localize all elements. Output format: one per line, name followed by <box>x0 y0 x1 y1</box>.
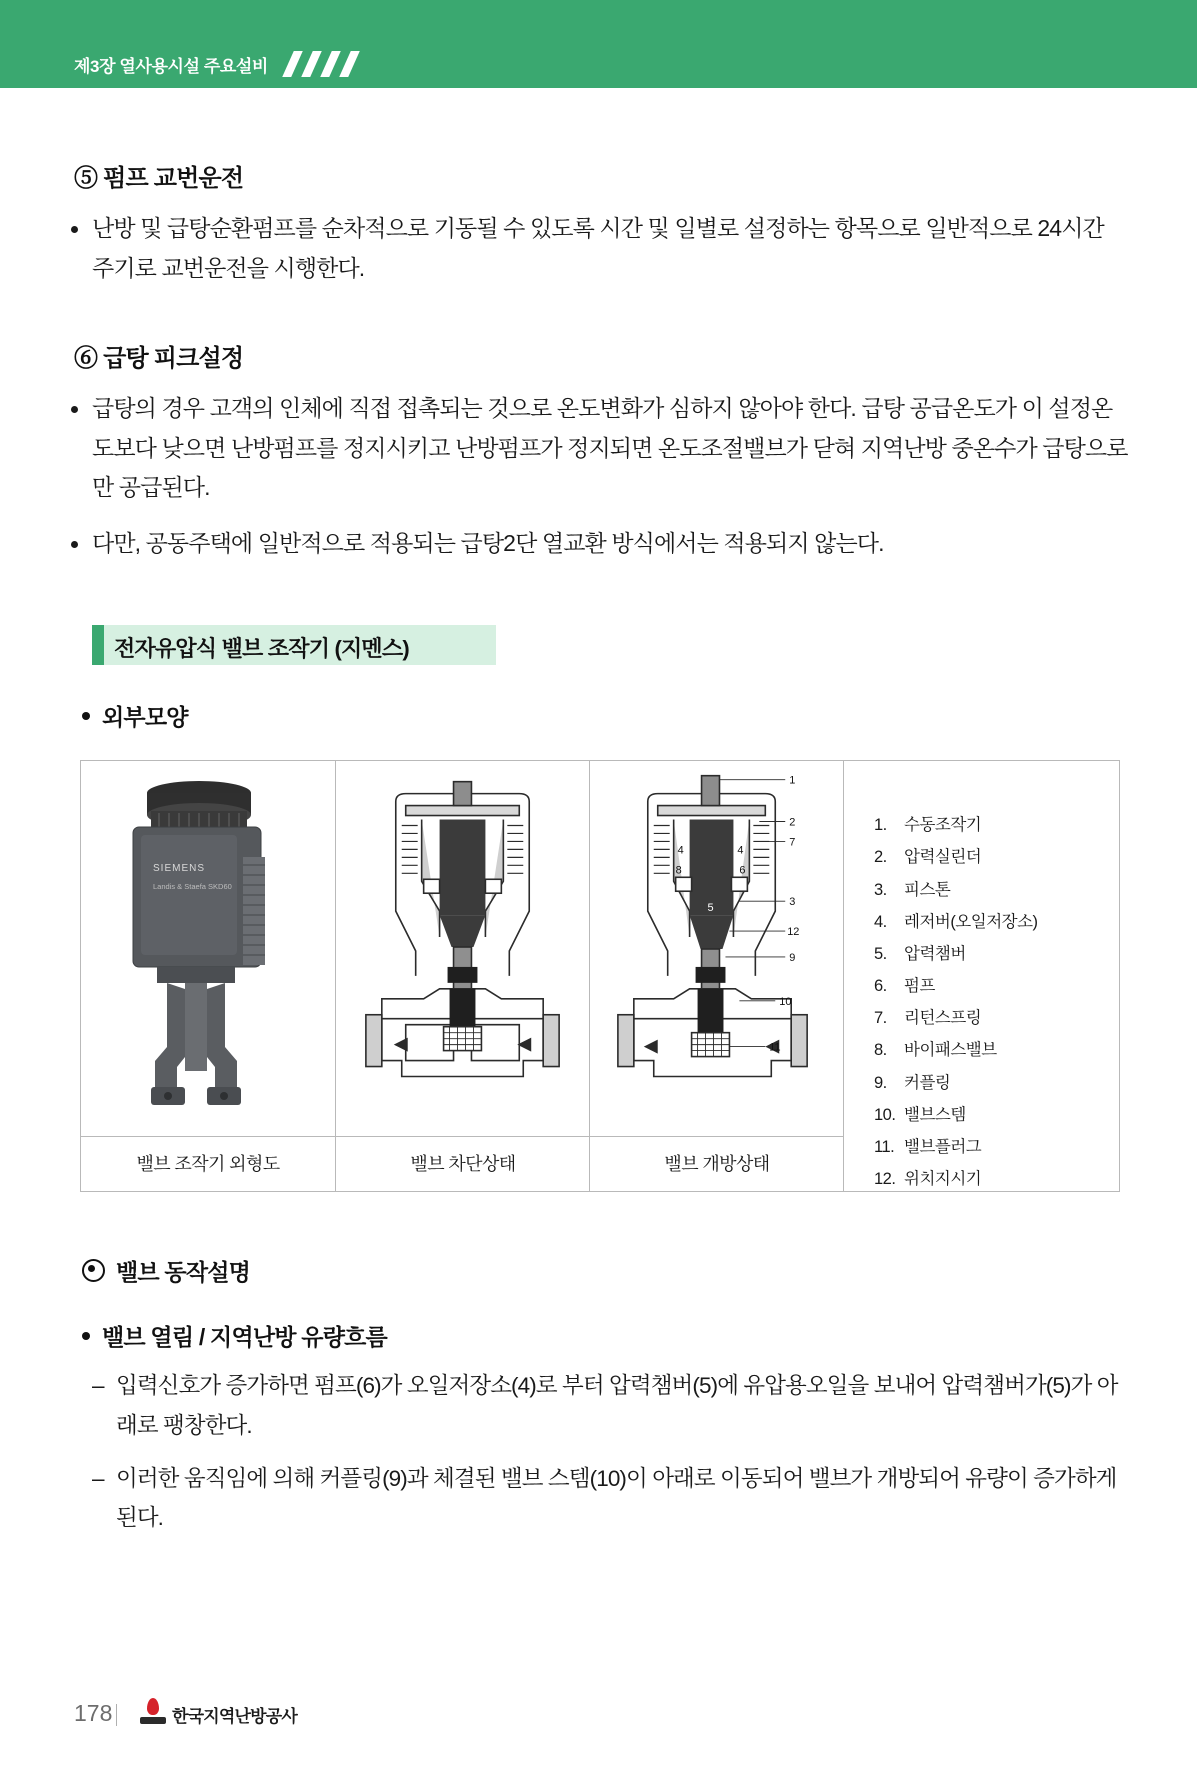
legend-item <box>874 906 1038 938</box>
figure-cell-valve-open <box>589 761 843 1136</box>
page-content <box>0 88 1197 1538</box>
legend-number: 10. <box>874 1105 896 1124</box>
legend-label: 레저버(오일저장소) <box>904 912 1038 931</box>
svg-text:9: 9 <box>789 952 796 965</box>
header-slash-decoration <box>288 51 358 77</box>
legend-number: 8. <box>874 1041 887 1060</box>
legend-item <box>874 970 1038 1002</box>
legend-number: 9. <box>874 1073 887 1092</box>
subheading-exterior-label: 외부모양 <box>102 704 188 731</box>
svg-text:3: 3 <box>789 896 796 909</box>
title-band-accent <box>92 625 104 665</box>
legend-label: 압력챔버 <box>904 944 966 963</box>
svg-text:2: 2 <box>789 816 796 829</box>
valve-closed-section-illustration <box>336 761 589 1136</box>
figure-caption: 밸브 개방상태 <box>589 1137 844 1192</box>
svg-text:11: 11 <box>769 1041 781 1054</box>
figure-caption: 밸브 차단상태 <box>335 1137 590 1192</box>
legend-item <box>874 1034 1038 1066</box>
svg-text:12: 12 <box>787 926 800 939</box>
legend-item <box>874 841 1038 873</box>
svg-text:4: 4 <box>737 844 744 857</box>
footer-divider <box>116 1704 117 1726</box>
svg-text:1: 1 <box>789 774 796 787</box>
legend-label: 위치지시기 <box>904 1170 982 1189</box>
legend-item <box>874 938 1038 970</box>
legend-item <box>874 1067 1038 1099</box>
subheading-valve-open-flow <box>82 1319 1197 1352</box>
figure-cell-legend <box>843 761 1119 1191</box>
title-band-label: 전자유압식 밸브 조작기 (지멘스) <box>114 636 409 662</box>
legend-number: 12. <box>874 1170 896 1189</box>
legend-label: 바이패스밸브 <box>904 1041 997 1060</box>
page-header <box>0 0 1197 88</box>
bullet-item: 다만, 공동주택에 일반적으로 적용되는 급탕2단 열교환 방식에서는 적용되지 않는다. <box>92 524 1129 564</box>
legend-label: 펌프 <box>904 977 935 996</box>
svg-text:8: 8 <box>675 864 682 877</box>
valve-operation-items <box>0 1366 1197 1538</box>
legend-number: 1. <box>874 816 887 835</box>
legend-number: 3. <box>874 880 887 899</box>
bullet-item: 난방 및 급탕순환펌프를 순차적으로 기동될 수 있도록 시간 및 일별로 설정하는 항목으로 일반적으로 24시간 주기로 교번운전을 시행한다. <box>92 209 1129 288</box>
section-heading-pump-alternating: ⑤ 펌프 교번운전 <box>74 165 244 192</box>
subheading-exterior <box>82 699 1197 732</box>
legend-label: 커플링 <box>904 1073 951 1092</box>
page-number: 178 <box>74 1700 113 1726</box>
legend-label: 밸브스템 <box>904 1105 966 1124</box>
legend-label: 리턴스프링 <box>904 1009 982 1028</box>
section-bullets-pump-alternating <box>0 209 1197 288</box>
svg-text:5: 5 <box>707 902 714 915</box>
bullet-dot-icon <box>82 1332 90 1340</box>
legend-item <box>874 874 1038 906</box>
list-item: – 입력신호가 증가하면 펌프(6)가 오일저장소(4)로 부터 압력챔버(5)에 유압용오일을 보내어 압력챔버가(5)가 아래로 팽창한다. <box>116 1366 1123 1445</box>
subheading-valve-operation <box>82 1254 1197 1287</box>
valve-open-section-illustration <box>590 761 843 1136</box>
legend-item <box>874 1002 1038 1034</box>
subheading-valve-operation-label: 밸브 동작설명 <box>116 1259 251 1286</box>
organization-name: 한국지역난방공사 <box>172 1707 297 1726</box>
list-item: – 이러한 움직임에 의해 커플링(9)과 체결된 밸브 스템(10)이 아래로 이동되어 밸브가 개방되어 유량이 증가하게 된다. <box>116 1459 1123 1538</box>
legend-list <box>874 809 1038 1195</box>
actuator-photo-illustration <box>81 761 335 1136</box>
legend-number: 11. <box>874 1138 895 1156</box>
section-bullets-hotwater-peak <box>0 389 1197 563</box>
legend-item <box>874 809 1038 841</box>
legend-label: 피스톤 <box>904 880 951 899</box>
legend-number: 5. <box>874 944 887 963</box>
section-heading-hotwater-peak: ⑥ 급탕 피크설정 <box>74 345 244 373</box>
bullet-item: 급탕의 경우 고객의 인체에 직접 접촉되는 것으로 온도변화가 심하지 않아야 한다. 급탕 공급온도가 이 설정온도보다 낮으면 난방펌프를 정지시키고 난방펌프가 정지되면 온도조절밸브가 닫혀 지역난방 중온수가 급탕으로만 공급된다. <box>92 389 1129 508</box>
figure-caption-row <box>81 1136 843 1192</box>
legend-label: 압력실린더 <box>904 848 982 867</box>
figure-caption: 밸브 조작기 외형도 <box>136 1154 280 1175</box>
legend-label: 수동조작기 <box>904 816 982 835</box>
legend-number: 6. <box>874 977 887 996</box>
legend-number: 4. <box>874 912 887 931</box>
svg-text:7: 7 <box>789 836 796 849</box>
svg-text:SIEMENS: SIEMENS <box>153 863 206 875</box>
legend-label: 밸브플러그 <box>904 1138 982 1156</box>
subheading-valve-open-flow-label: 밸브 열림 / 지역난방 유량흐름 <box>102 1324 387 1351</box>
page-footer <box>0 1690 1197 1750</box>
svg-text:Landis & Staefa SKD60: Landis & Staefa SKD60 <box>153 882 232 892</box>
figure-cell-exterior-photo <box>81 761 335 1136</box>
valve-actuator-figure <box>80 760 1120 1192</box>
legend-item <box>874 1099 1038 1131</box>
figure-cell-valve-closed <box>335 761 589 1136</box>
bullet-dot-icon <box>82 712 90 720</box>
legend-item <box>874 1163 1038 1195</box>
svg-text:6: 6 <box>739 864 746 877</box>
circle-dot-icon <box>82 1259 105 1282</box>
legend-item <box>874 1131 1038 1163</box>
chapter-label: 제3장 열사용시설 주요설비 <box>74 57 268 76</box>
svg-text:10: 10 <box>779 996 792 1009</box>
svg-text:4: 4 <box>677 844 684 857</box>
organization-logo-icon <box>140 1698 166 1726</box>
legend-number: 2. <box>874 848 887 867</box>
legend-number: 7. <box>874 1009 887 1028</box>
section-title-band <box>92 625 496 665</box>
